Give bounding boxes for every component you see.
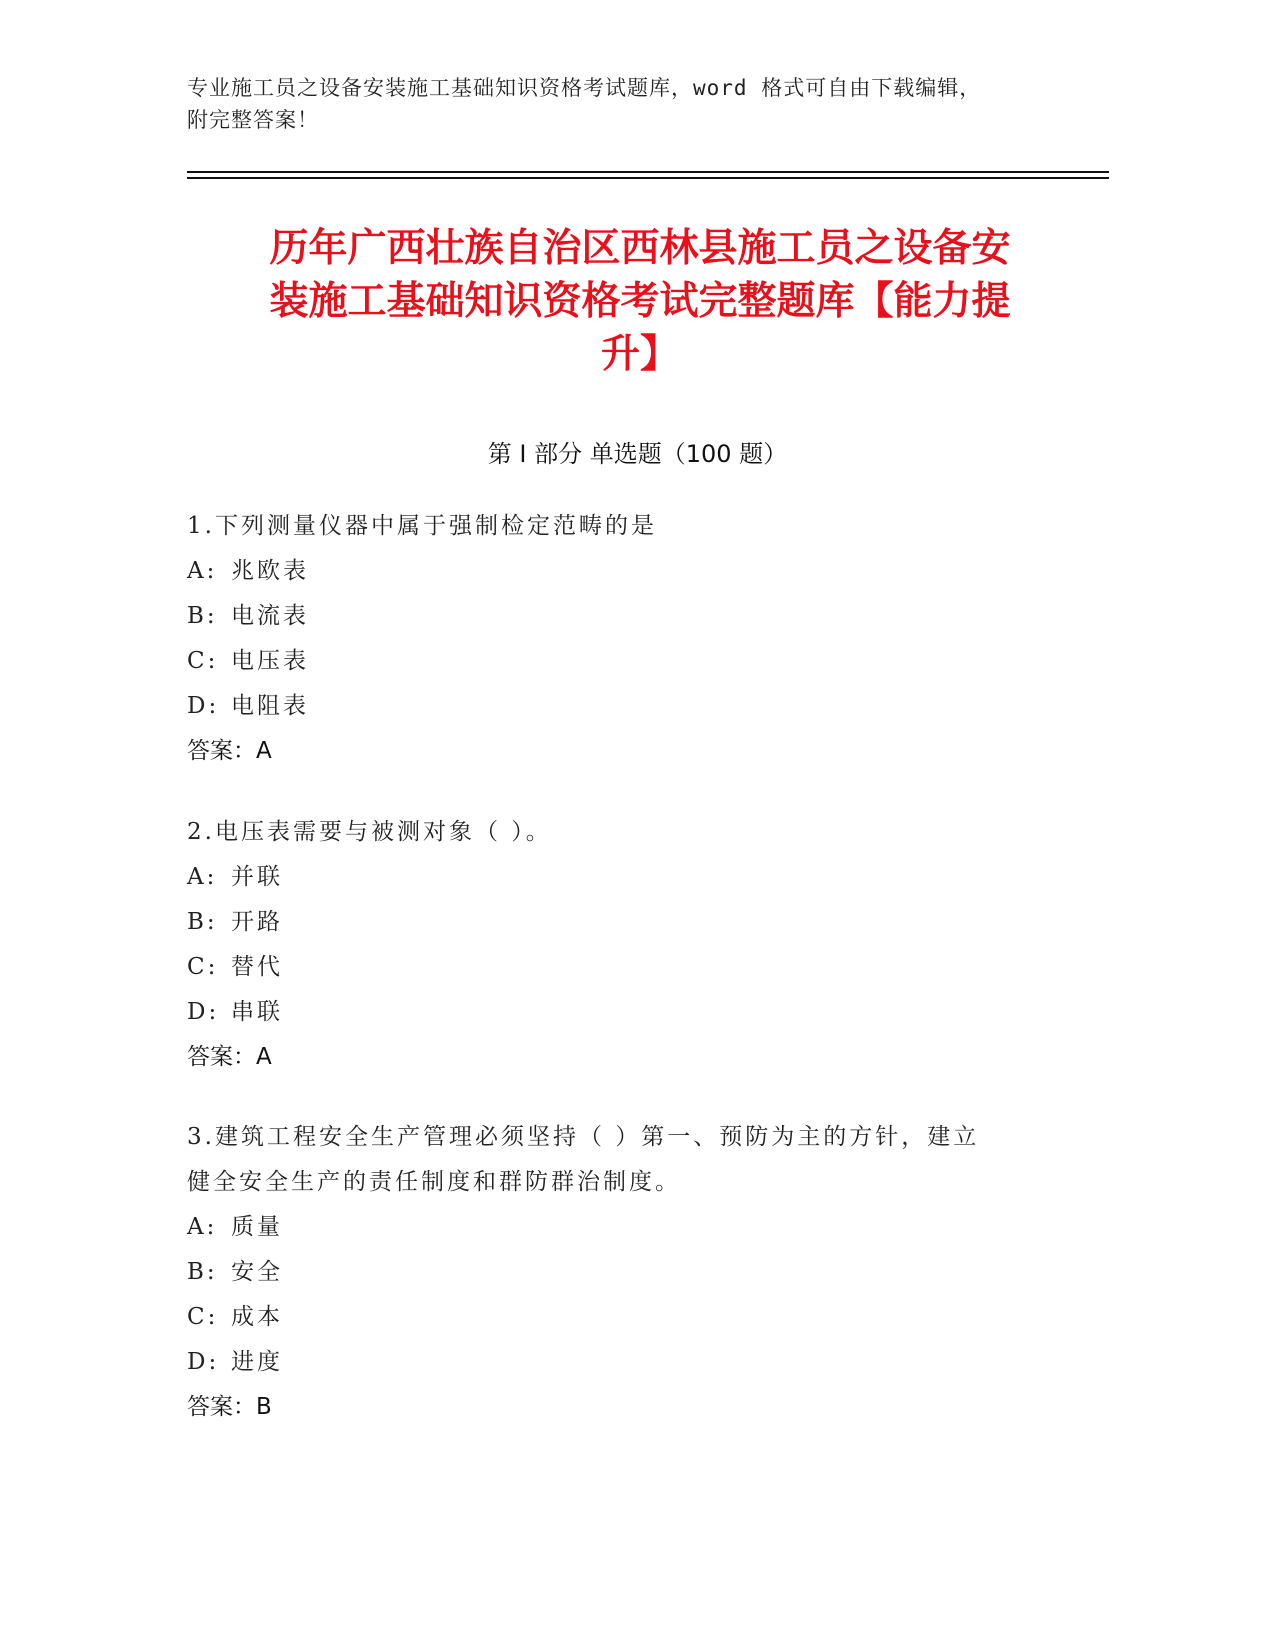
option-key: C:: [187, 648, 219, 674]
document-title: [190, 222, 1090, 381]
question-2: [187, 810, 1087, 1080]
section-title: 第 I 部分 单选题（100 题）: [487, 440, 788, 468]
question-stem-line-1: 3.建筑工程安全生产管理必须坚持（ ）第一、预防为主的方针，建立: [187, 1124, 980, 1150]
option-d: [187, 990, 1087, 1035]
option-key: C:: [187, 1304, 219, 1330]
option-text: 安全: [231, 1259, 283, 1285]
question-1: [187, 504, 1087, 774]
option-d: [187, 1340, 1087, 1385]
option-a: [187, 855, 1087, 900]
answer: 答案：A: [187, 1044, 272, 1070]
option-key: B:: [187, 1259, 218, 1285]
option-key: B:: [187, 603, 218, 629]
option-key: D:: [187, 1349, 220, 1375]
answer: 答案：B: [187, 1394, 272, 1420]
option-c: [187, 1295, 1087, 1340]
option-a: [187, 549, 1087, 594]
option-b: [187, 1250, 1087, 1295]
option-text: 成本: [231, 1304, 283, 1330]
option-text: 替代: [231, 954, 283, 980]
document-title-line-3: 升】: [600, 332, 679, 377]
option-text: 电流表: [231, 603, 309, 629]
option-key: B:: [187, 909, 218, 935]
header-note-line-1: 专业施工员之设备安装施工基础知识资格考试题库，word 格式可自由下载编辑，: [187, 76, 982, 100]
document-title-line-2: 装施工基础知识资格考试完整题库【能力提: [269, 279, 1011, 324]
header-note: [187, 72, 1087, 136]
option-key: A:: [187, 864, 218, 890]
question-3: [187, 1115, 1087, 1430]
option-a: [187, 1205, 1087, 1250]
header-note-line-2: 附完整答案！: [187, 108, 319, 132]
option-key: A:: [187, 558, 218, 584]
header-rule-bottom: [187, 177, 1109, 179]
option-b: [187, 594, 1087, 639]
option-key: D:: [187, 693, 220, 719]
option-c: [187, 945, 1087, 990]
option-text: 电压表: [231, 648, 309, 674]
option-text: 并联: [231, 864, 283, 890]
question-stem: 2.电压表需要与被测对象（ ）。: [187, 819, 552, 845]
answer: 答案：A: [187, 738, 272, 764]
question-stem: 1.下列测量仪器中属于强制检定范畴的是: [187, 513, 657, 539]
option-text: 兆欧表: [231, 558, 309, 584]
option-text: 串联: [231, 999, 283, 1025]
option-text: 进度: [231, 1349, 283, 1375]
question-stem-line-2: 健全安全生产的责任制度和群防群治制度。: [187, 1169, 681, 1195]
document-title-line-1: 历年广西壮族自治区西林县施工员之设备安: [269, 226, 1011, 271]
option-text: 质量: [231, 1214, 283, 1240]
option-key: C:: [187, 954, 219, 980]
option-key: D:: [187, 999, 220, 1025]
header-rule-top: [187, 171, 1109, 173]
option-d: [187, 684, 1087, 729]
option-c: [187, 639, 1087, 684]
option-text: 开路: [231, 909, 283, 935]
option-text: 电阻表: [231, 693, 309, 719]
option-key: A:: [187, 1214, 218, 1240]
option-b: [187, 900, 1087, 945]
